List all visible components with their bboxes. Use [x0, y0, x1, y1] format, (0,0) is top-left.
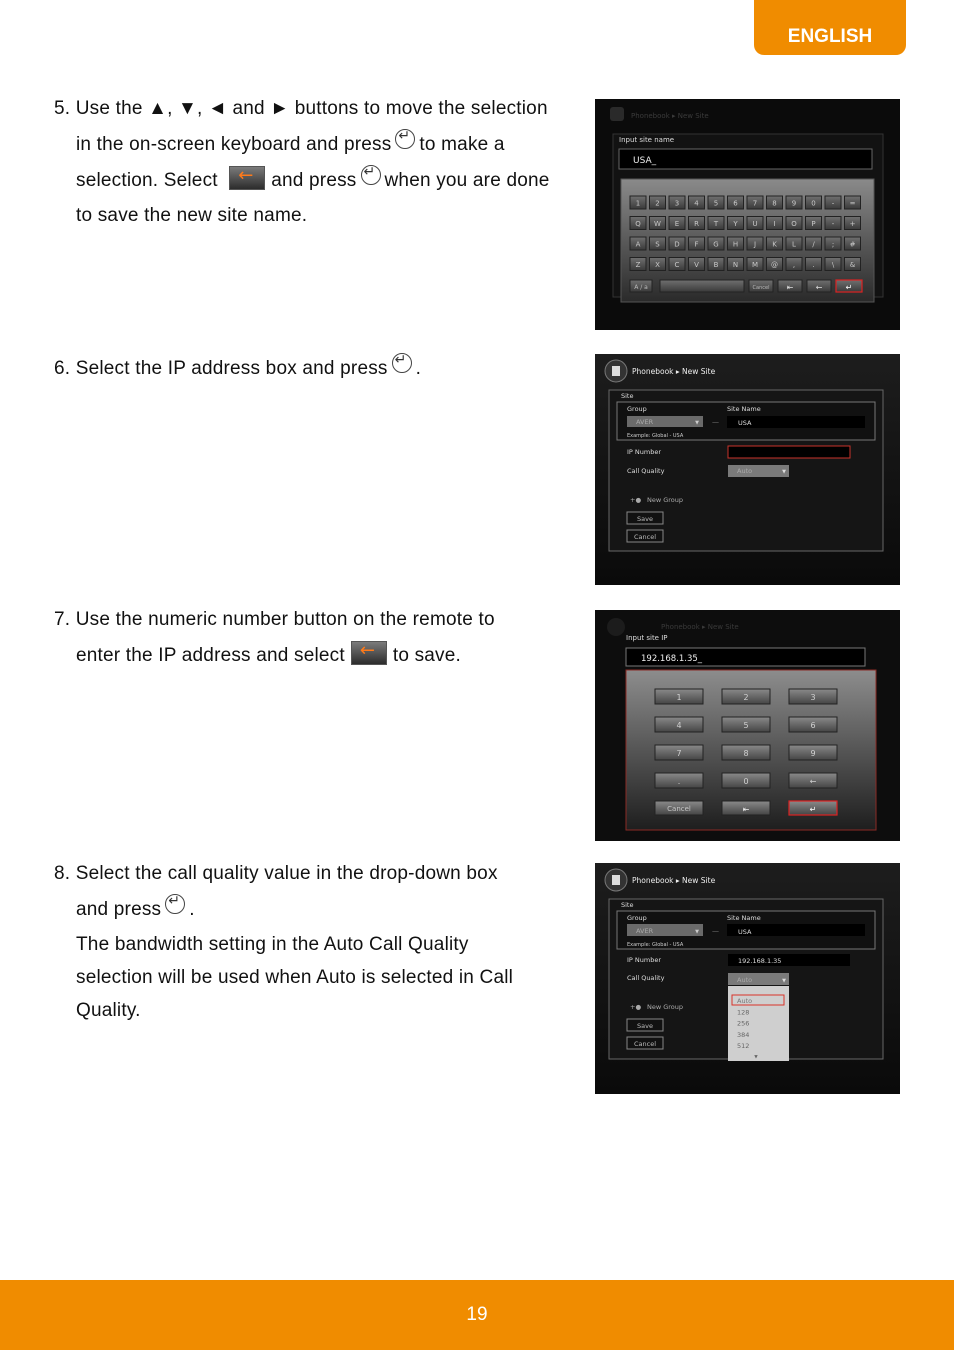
keyboard-key-label: B — [713, 261, 719, 269]
numeric-key-label: 8 — [743, 749, 749, 758]
step-6-number: 6. — [54, 358, 71, 379]
keyboard-key-label: K — [772, 240, 777, 249]
keyboard-key-label: = — [849, 199, 856, 208]
backspace-glyph: ← — [815, 283, 823, 292]
keyboard-key-label: @ — [771, 261, 778, 269]
group-label: Group — [627, 405, 647, 413]
numeric-key-label: 1 — [676, 693, 682, 702]
phonebook-icon — [607, 618, 625, 636]
field-label: Input site name — [619, 136, 675, 144]
call-quality-value: Auto — [737, 976, 753, 984]
numeric-key-label: 9 — [810, 749, 816, 758]
step-6-line-1: Select the IP address box and press — [75, 358, 388, 379]
keyboard-key-label: W — [654, 220, 661, 228]
keyboard-key-label: \ — [831, 261, 835, 269]
enter-glyph: ↵ — [845, 283, 853, 292]
numeric-key-label: 3 — [810, 693, 816, 702]
step-8-number: 8. — [54, 863, 71, 884]
numeric-key-label: 5 — [743, 721, 749, 730]
field-label: Input site IP — [626, 634, 668, 642]
dropdown-option[interactable]: Auto — [737, 997, 753, 1005]
keyboard-key-label: L — [792, 240, 796, 249]
save-label: Save — [637, 1022, 653, 1030]
keyboard-key-label: T — [713, 220, 719, 228]
breadcrumb: Phonebook ▸ New Site — [631, 112, 709, 120]
scroll-down-icon[interactable]: ▼ — [754, 1055, 758, 1060]
cancel-key-label: Cancel — [752, 285, 770, 291]
step-5-number: 5. — [54, 98, 71, 119]
keyboard-key-label: ; — [831, 240, 835, 249]
keyboard-key-label: J — [753, 240, 757, 249]
ip-value: 192.168.1.35 — [738, 957, 782, 965]
breadcrumb: Phonebook ▸ New Site — [661, 623, 739, 631]
keyboard-key-label: U — [752, 220, 758, 228]
enter-button-icon — [165, 894, 185, 914]
new-group-link[interactable]: New Group — [647, 496, 684, 504]
call-quality-label: Call Quality — [627, 974, 665, 982]
page-number: 19 — [466, 1304, 488, 1325]
keyboard-key-label: - — [831, 220, 835, 228]
keyboard-key-label: H — [732, 240, 739, 249]
keyboard-key-label: / — [812, 240, 815, 249]
keyboard-key-label: . — [812, 261, 815, 269]
keyboard-key-label: Y — [733, 220, 738, 228]
keyboard-screen — [595, 99, 900, 330]
example-text: Example: Global - USA — [627, 433, 684, 439]
screenshot-dropdown — [595, 863, 900, 1094]
keyboard-key-label: G — [713, 240, 719, 249]
keyboard-key-label: 1 — [635, 199, 641, 208]
case-key-label: A / a — [634, 284, 648, 291]
numeric-key-label: 6 — [810, 721, 816, 730]
step-8 — [54, 856, 564, 1027]
group-value: AVER — [636, 418, 654, 426]
keyboard-key-label: D — [674, 240, 680, 249]
keyboard-key-label: 7 — [752, 199, 758, 208]
dropdown-option[interactable]: 256 — [737, 1019, 750, 1028]
step-5-line-4: to save the new site name. — [76, 204, 308, 226]
page-footer — [0, 1280, 954, 1350]
site-name-input[interactable] — [619, 149, 872, 169]
site-name-label: Site Name — [727, 914, 761, 922]
keyboard-key-label: F — [694, 240, 699, 249]
site-name-value: USA — [738, 928, 752, 936]
step-5-line-3b: and press — [271, 170, 357, 191]
step-7-line-2: enter the IP address and select — [76, 645, 345, 666]
step-5-line-2b: to make a — [419, 134, 505, 155]
keyboard-key-label: 4 — [694, 199, 699, 208]
step-8-period: . — [189, 899, 195, 920]
keyboard-key-label: O — [791, 220, 797, 228]
space-key[interactable] — [660, 280, 744, 292]
section-title: Site — [621, 901, 634, 909]
step-6-period: . — [415, 358, 422, 379]
enter-button-icon — [361, 165, 381, 185]
step-7 — [54, 602, 564, 674]
separator: — — [712, 927, 719, 935]
dropdown-option[interactable]: 128 — [737, 1008, 750, 1017]
keyboard-key-label: , — [792, 261, 796, 269]
keyboard-key-label: 9 — [791, 199, 797, 208]
new-group-link[interactable]: New Group — [647, 1003, 684, 1011]
step-7-line-2b: to save. — [392, 645, 461, 666]
screenshot-keyboard — [595, 99, 900, 330]
keyboard-key-label: M — [751, 261, 759, 269]
screenshot-numeric — [595, 610, 900, 841]
step-8-line-4: selection will be used when Auto is selected in Call — [76, 966, 514, 988]
cancel-label: Cancel — [633, 533, 657, 541]
keyboard-key-label: S — [655, 240, 660, 249]
keyboard-key-label: Z — [635, 261, 641, 269]
keyboard-key-label: X — [655, 261, 660, 269]
cancel-label: Cancel — [633, 1040, 657, 1048]
step-5 — [54, 91, 564, 232]
keyboard-key-label: E — [674, 220, 680, 228]
keyboard-key-label: 0 — [811, 199, 816, 208]
screenshot-new-site — [595, 354, 900, 585]
keyboard-key-label: A — [635, 240, 641, 249]
numeric-key-label: 2 — [743, 693, 749, 702]
keyboard-key-label: & — [849, 261, 856, 269]
dropdown-option[interactable]: 512 — [737, 1042, 750, 1051]
separator: — — [712, 418, 719, 426]
group-value: AVER — [636, 927, 654, 935]
backspace-key-icon — [229, 166, 265, 190]
keyboard-key-label: 2 — [655, 199, 660, 208]
dropdown-option[interactable]: 384 — [737, 1030, 750, 1039]
step-5-line-2: in the on-screen keyboard and press — [76, 134, 392, 155]
call-quality-label: Call Quality — [627, 467, 665, 475]
numeric-key-label: ← — [809, 777, 817, 786]
section-title: Site — [621, 392, 634, 400]
keyboard-key-label: + — [849, 220, 856, 228]
keyboard-key-label: 8 — [772, 199, 777, 208]
save-label: Save — [637, 515, 653, 523]
keyboard-key-label: 6 — [733, 199, 738, 208]
step-7-number: 7. — [54, 609, 71, 630]
keyboard-key-label: R — [694, 220, 699, 228]
chevron-down-icon: ▼ — [695, 929, 699, 935]
call-quality-value: Auto — [737, 467, 753, 475]
ip-input[interactable] — [728, 446, 850, 458]
ip-label: IP Number — [627, 956, 662, 964]
backspace-key-icon — [351, 641, 387, 665]
ip-label: IP Number — [627, 448, 662, 456]
step-7-line-1: Use the numeric number button on the remote to — [75, 609, 495, 630]
step-8-line-3: The bandwidth setting in the Auto Call Quality — [76, 933, 469, 955]
keyboard-key-label: I — [773, 220, 776, 228]
language-tab — [754, 0, 906, 55]
chevron-down-icon: ▼ — [782, 978, 786, 984]
group-label: Group — [627, 914, 647, 922]
example-text: Example: Global - USA — [627, 942, 684, 948]
phonebook-icon — [610, 107, 624, 121]
step-8-line-2: and press — [76, 899, 162, 920]
numeric-key-label: 4 — [676, 721, 682, 730]
enter-button-icon — [392, 353, 412, 373]
step-8-line-1: Select the call quality value in the drop-down box — [75, 863, 498, 884]
numeric-key-label: 7 — [676, 749, 682, 758]
delete-key-glyph: ⇤ — [786, 283, 794, 292]
numeric-key-label: 0 — [743, 777, 749, 786]
step-5-line-3: selection. Select — [76, 170, 218, 191]
ip-value: 192.168.1.35_ — [641, 654, 703, 664]
new-group-icon: +● — [630, 496, 642, 504]
delete-glyph: ⇤ — [742, 805, 750, 814]
chevron-down-icon: ▼ — [782, 469, 786, 475]
new-site-screen — [595, 354, 900, 585]
site-name-label: Site Name — [727, 405, 761, 413]
enter-glyph: ↵ — [809, 805, 817, 814]
language-label: ENGLISH — [787, 25, 873, 47]
keyboard-key-label: Q — [635, 220, 641, 228]
keyboard-key-label: # — [849, 240, 856, 249]
step-6 — [54, 351, 564, 387]
breadcrumb: Phonebook ▸ New Site — [632, 876, 716, 885]
site-name-value: USA_ — [633, 156, 657, 166]
numeric-key-label: . — [677, 777, 681, 786]
step-5-line-3c: when you are done — [384, 170, 550, 191]
dropdown-screen — [595, 863, 900, 1094]
numeric-screen — [595, 610, 900, 841]
keyboard-key-label: 3 — [674, 199, 680, 208]
keyboard-key-label: V — [694, 261, 699, 269]
chevron-down-icon: ▼ — [695, 420, 699, 426]
cancel-key-label: Cancel — [667, 805, 691, 813]
keyboard-key-label: - — [831, 199, 835, 208]
enter-button-icon — [395, 129, 415, 149]
step-8-line-5: Quality. — [76, 999, 141, 1021]
keyboard-key-label: C — [674, 261, 680, 269]
site-name-value: USA — [738, 419, 752, 427]
breadcrumb: Phonebook ▸ New Site — [632, 367, 716, 376]
keyboard-key-label: N — [732, 261, 739, 269]
keyboard-key-label: 5 — [713, 199, 719, 208]
new-group-icon: +● — [630, 1003, 642, 1011]
keyboard-key-label: P — [811, 220, 816, 228]
step-5-line-1: Use the ▲, ▼, ◄ and ► buttons to move the selection — [75, 98, 548, 119]
